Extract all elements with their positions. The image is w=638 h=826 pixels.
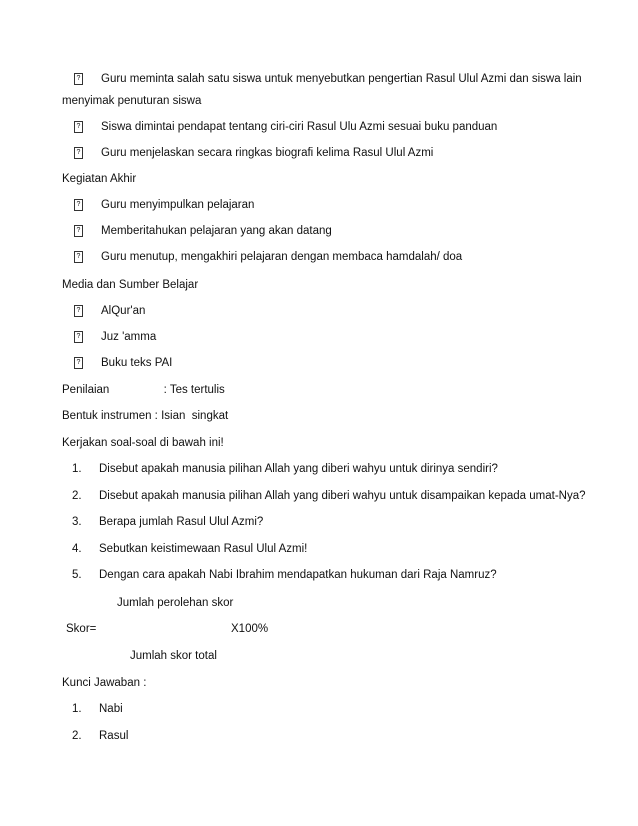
bullet-icon: ? — [74, 305, 83, 317]
formula-numerator: Jumlah perolehan skor — [117, 597, 234, 609]
formula-denominator: Jumlah skor total — [130, 650, 217, 662]
bullet-icon: ? — [74, 147, 83, 159]
bentuk-instrumen-line: Bentuk instrumen : Isian singkat — [62, 410, 229, 422]
bullet-icon: ? — [74, 73, 83, 85]
bullet-icon: ? — [74, 251, 83, 263]
section-heading: Media dan Sumber Belajar — [62, 279, 199, 291]
bullet-icon: ? — [74, 225, 83, 237]
formula-multiplier: X100% — [231, 623, 269, 635]
instruction-line: Kerjakan soal-soal di bawah ini! — [62, 437, 224, 449]
section-heading: Kunci Jawaban : — [62, 677, 147, 689]
section-heading: Kegiatan Akhir — [62, 173, 137, 185]
bullet-icon: ? — [74, 199, 83, 211]
penilaian-line: Penilaian : Tes tertulis — [62, 384, 225, 396]
formula-skor-label: Skor= — [66, 623, 97, 635]
bullet-icon: ? — [74, 357, 83, 369]
bullet-icon: ? — [74, 331, 83, 343]
bullet-icon: ? — [74, 121, 83, 133]
